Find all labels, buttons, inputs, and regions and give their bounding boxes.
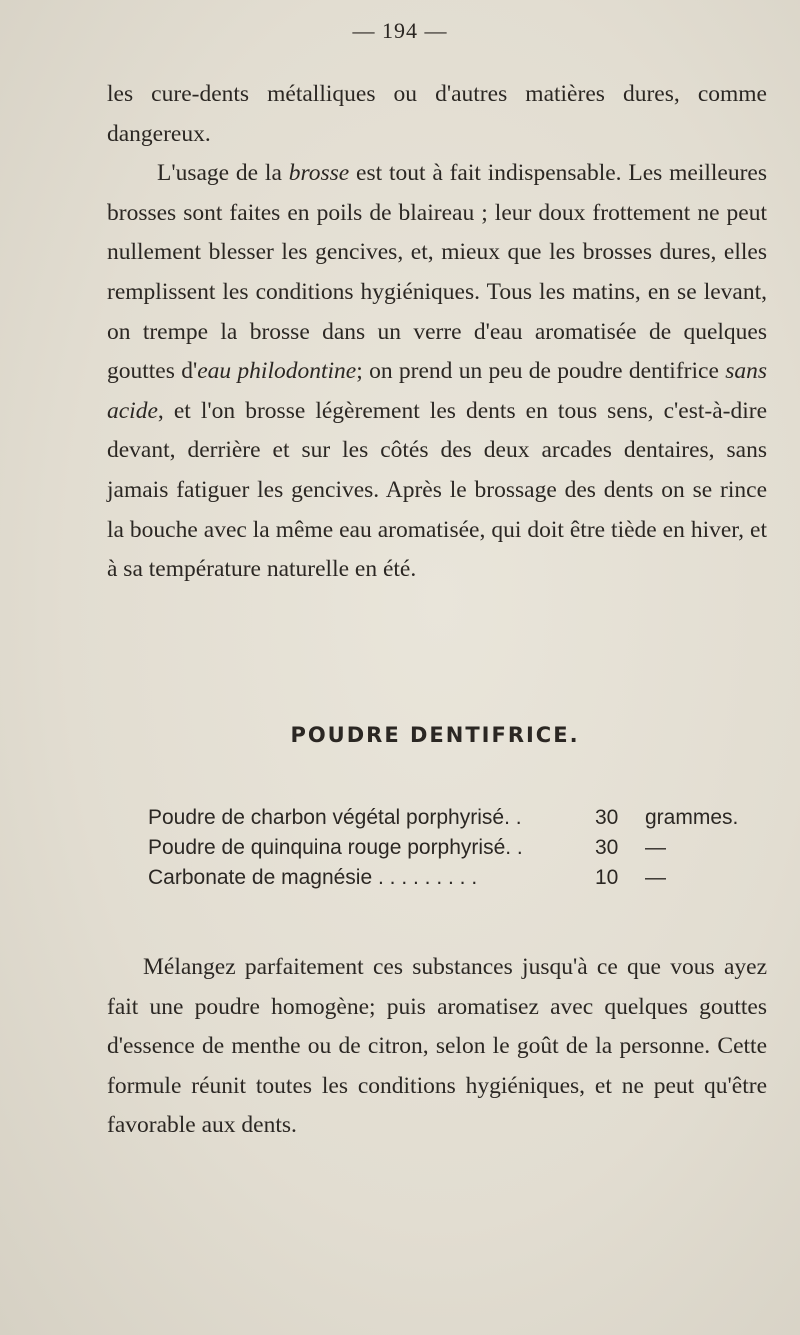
- ingredient-qty: 10: [595, 866, 619, 889]
- paragraph-continued: les cure-dents métalliques ou d'autres matières dures, comme dangereux.: [107, 81, 767, 147]
- ingredient-qty: 30: [595, 836, 619, 859]
- italic-term: brosse: [288, 160, 350, 187]
- ingredient-name: Poudre de charbon végétal porphyrisé. .: [148, 806, 522, 829]
- recipe-row: [148, 803, 748, 833]
- paragraph-instructions: Mélangez parfaitement ces substances jusqu'à ce que vous ayez fait une poudre homogène; puis aromatisez avec quelques gouttes d'essence de menthe ou de citron, selon le goût de la personne. Cette formule réunit toutes les conditions hygiéniques, et ne peut qu'être favorable aux dents.: [107, 954, 767, 1139]
- text-run: , et l'on brosse légèrement les dents en tous sens, c'est-à-dire devant, derrière et sur les côtés des deux arcades dentaires, sans jamais fatiguer les gencives. Après le brossage des dents on se rince la bouche avec la même eau aromatisée, qui doit être tiède en hiver, et à sa température naturelle en été.: [107, 397, 767, 583]
- ingredient-qty: 30: [595, 806, 619, 829]
- italic-term: sans acide: [107, 358, 767, 424]
- text-run: est tout à fait indispensable. Les meilleures brosses sont faites en poils de blaireau ; leur doux frottement ne peut nullement blesser les gencives, et, mieux que les brosses dures, elles remplissent les conditions hygiéniques. Tous les matins, en se levant, on trempe la brosse dans un verre d'eau aromatisée de quelques gouttes d': [107, 160, 767, 385]
- text-run: L'usage de la: [157, 160, 289, 187]
- ingredient-unit: grammes.: [645, 806, 739, 829]
- italic-term: eau philodontine: [197, 358, 357, 385]
- main-text: [107, 75, 767, 590]
- ingredient-name: Poudre de quinquina rouge porphyrisé. .: [148, 836, 523, 859]
- closing-text: [107, 948, 767, 1146]
- paragraph-brushing: [107, 154, 767, 590]
- ingredient-unit: —: [645, 836, 666, 859]
- recipe-row: [148, 863, 748, 893]
- recipe-row: [148, 833, 748, 863]
- ingredient-unit: —: [645, 866, 666, 889]
- text-run: ; on prend un peu de poudre dentifrice: [356, 358, 726, 385]
- section-title: POUDRE DENTIFRICE.: [290, 723, 580, 747]
- page-number: — 194 —: [352, 18, 448, 43]
- recipe-list: [148, 803, 748, 893]
- ingredient-name: Carbonate de magnésie . . . . . . . . .: [148, 866, 478, 889]
